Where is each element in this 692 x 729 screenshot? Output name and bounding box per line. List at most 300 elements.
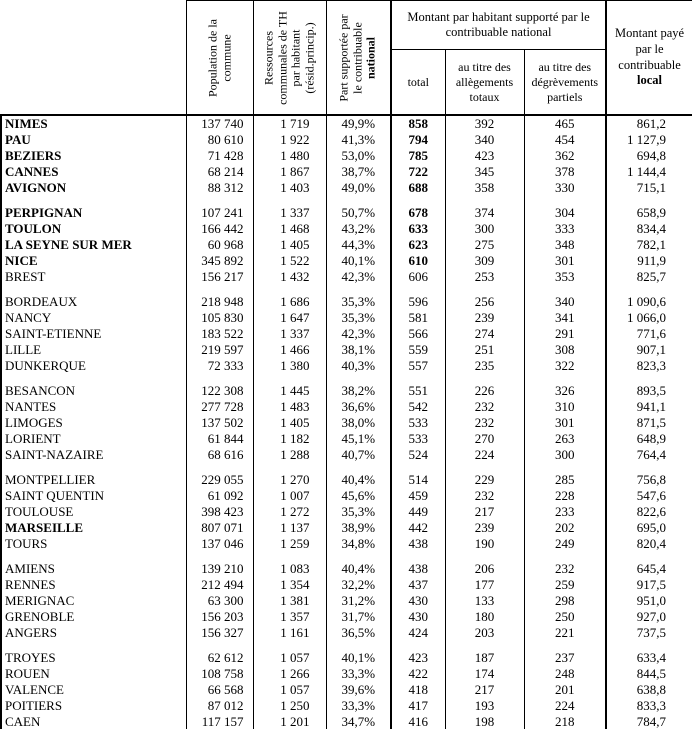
city-cell: BORDEAUX [1,294,186,310]
total-subcolumn-header: total [391,50,445,116]
total-cell: 442 [391,520,445,536]
total-cell: 438 [391,561,445,577]
spacer-cell [445,285,524,294]
part-cell: 43,2% [326,221,391,237]
spacer-cell [253,463,326,472]
table-row [1,180,692,196]
degrevements-cell: 285 [524,472,606,488]
allegements-cell: 232 [445,399,524,415]
city-cell: BREST [1,269,186,285]
part-cell: 40,1% [326,253,391,269]
local-cell: 822,6 [606,504,692,520]
degrevements-cell: 298 [524,593,606,609]
part-cell: 45,1% [326,431,391,447]
table-row [1,310,692,326]
resources-cell: 1 337 [253,205,326,221]
city-cell: MARSEILLE [1,520,186,536]
header-row-top [1,1,692,50]
spacer-cell [1,641,186,650]
spacer-cell [1,285,186,294]
part-cell: 44,3% [326,237,391,253]
degrevements-cell: 221 [524,625,606,641]
local-amount-label-prefix: Montant payé par le contribuable [614,26,685,72]
resources-cell: 1 007 [253,488,326,504]
table-row [1,593,692,609]
total-cell: 559 [391,342,445,358]
part-cell: 31,7% [326,609,391,625]
total-cell: 551 [391,383,445,399]
spacer-cell [524,641,606,650]
allegements-subcolumn-header: au titre des allègements totaux [445,50,524,116]
spacer-cell [326,196,391,205]
allegements-cell: 274 [445,326,524,342]
spacer-cell [1,552,186,561]
population-cell: 68 616 [186,447,253,463]
table-row [1,342,692,358]
resources-cell: 1 480 [253,148,326,164]
part-cell: 36,6% [326,399,391,415]
total-cell: 794 [391,132,445,148]
part-cell: 49,9% [326,115,391,132]
resources-cell: 1 466 [253,342,326,358]
table-row [1,520,692,536]
population-cell: 108 758 [186,666,253,682]
spacer-cell [391,374,445,383]
spacer-cell [186,196,253,205]
spacer-cell [253,374,326,383]
city-cell: GRENOBLE [1,609,186,625]
group-spacer-row [1,552,692,561]
spacer-cell [253,641,326,650]
city-cell: NANCY [1,310,186,326]
allegements-cell: 232 [445,488,524,504]
allegements-cell: 174 [445,666,524,682]
table-row [1,415,692,431]
spacer-cell [253,552,326,561]
population-cell: 137 740 [186,115,253,132]
part-cell: 40,4% [326,472,391,488]
resources-cell: 1 380 [253,358,326,374]
degrevements-cell: 232 [524,561,606,577]
resources-column-header [253,1,326,116]
degrevements-cell: 348 [524,237,606,253]
table-row [1,472,692,488]
population-cell: 219 597 [186,342,253,358]
spacer-cell [186,552,253,561]
part-cell: 38,9% [326,520,391,536]
resources-cell: 1 468 [253,221,326,237]
allegements-cell: 232 [445,415,524,431]
local-cell: 658,9 [606,205,692,221]
allegements-cell: 133 [445,593,524,609]
resources-cell: 1 270 [253,472,326,488]
national-share-column-header-label [338,9,379,107]
local-cell: 782,1 [606,237,692,253]
resources-cell: 1 719 [253,115,326,132]
population-cell: 61 844 [186,431,253,447]
table-row [1,399,692,415]
population-cell: 139 210 [186,561,253,577]
resources-cell: 1 337 [253,326,326,342]
degrevements-cell: 301 [524,415,606,431]
degrevements-cell: 333 [524,221,606,237]
table-row [1,714,692,729]
resources-cell: 1 354 [253,577,326,593]
spacer-cell [524,285,606,294]
total-cell: 430 [391,609,445,625]
allegements-cell: 423 [445,148,524,164]
resources-cell: 1 647 [253,310,326,326]
part-cell: 35,3% [326,310,391,326]
national-share-label-prefix: Part supportée par le contribuable [336,13,365,102]
degrevements-cell: 353 [524,269,606,285]
population-cell: 68 214 [186,164,253,180]
part-cell: 38,0% [326,415,391,431]
city-cell: ANGERS [1,625,186,641]
city-cell: SAINT-ETIENNE [1,326,186,342]
allegements-cell: 206 [445,561,524,577]
local-cell: 927,0 [606,609,692,625]
allegements-cell: 253 [445,269,524,285]
degrevements-cell: 341 [524,310,606,326]
table-row [1,488,692,504]
local-cell: 825,7 [606,269,692,285]
degrevements-cell: 340 [524,294,606,310]
local-cell: 645,4 [606,561,692,577]
total-cell: 581 [391,310,445,326]
local-cell: 1 090,6 [606,294,692,310]
allegements-cell: 226 [445,383,524,399]
total-cell: 416 [391,714,445,729]
population-cell: 166 442 [186,221,253,237]
local-cell: 844,5 [606,666,692,682]
city-cell: BESANCON [1,383,186,399]
total-cell: 858 [391,115,445,132]
city-cell: TOULON [1,221,186,237]
degrevements-cell: 326 [524,383,606,399]
allegements-cell: 374 [445,205,524,221]
total-cell: 449 [391,504,445,520]
city-cell: PERPIGNAN [1,205,186,221]
table-row [1,148,692,164]
city-cell: BEZIERS [1,148,186,164]
resources-cell: 1 057 [253,650,326,666]
city-cell: NANTES [1,399,186,415]
part-cell: 34,7% [326,714,391,729]
degrevements-cell: 304 [524,205,606,221]
table-row [1,536,692,552]
local-cell: 861,2 [606,115,692,132]
part-cell: 40,3% [326,358,391,374]
spacer-cell [606,285,692,294]
spacer-cell [606,641,692,650]
part-cell: 45,6% [326,488,391,504]
total-cell: 542 [391,399,445,415]
city-cell: ROUEN [1,666,186,682]
spacer-cell [253,285,326,294]
local-cell: 907,1 [606,342,692,358]
total-cell: 422 [391,666,445,682]
part-cell: 49,0% [326,180,391,196]
part-cell: 34,8% [326,536,391,552]
spacer-cell [1,374,186,383]
total-cell: 596 [391,294,445,310]
allegements-cell: 345 [445,164,524,180]
degrevements-cell: 465 [524,115,606,132]
total-cell: 606 [391,269,445,285]
local-cell: 638,8 [606,682,692,698]
degrevements-cell: 291 [524,326,606,342]
part-cell: 31,2% [326,593,391,609]
degrevements-cell: 248 [524,666,606,682]
population-cell: 105 830 [186,310,253,326]
allegements-cell: 217 [445,682,524,698]
city-cell: MONTPELLIER [1,472,186,488]
resources-cell: 1 405 [253,415,326,431]
part-cell: 32,2% [326,577,391,593]
city-cell: CANNES [1,164,186,180]
local-cell: 833,3 [606,698,692,714]
population-cell: 60 968 [186,237,253,253]
resources-column-header-label: Ressources communales de TH par habitant (résid.princip.) [261,10,317,105]
total-cell: 514 [391,472,445,488]
spacer-cell [391,463,445,472]
part-cell: 50,7% [326,205,391,221]
population-cell: 156 203 [186,609,253,625]
spacer-cell [524,463,606,472]
table-row [1,682,692,698]
degrevements-cell: 330 [524,180,606,196]
population-cell: 398 423 [186,504,253,520]
degrevements-cell: 263 [524,431,606,447]
allegements-cell: 340 [445,132,524,148]
national-amount-group-header: Montant par habitant supporté par le contribuable national [391,1,606,50]
city-cell: NIMES [1,115,186,132]
group-spacer-row [1,463,692,472]
part-cell: 40,4% [326,561,391,577]
population-cell: 66 568 [186,682,253,698]
spacer-cell [1,463,186,472]
spacer-cell [391,196,445,205]
population-cell: 63 300 [186,593,253,609]
table-row [1,577,692,593]
allegements-cell: 275 [445,237,524,253]
part-cell: 38,2% [326,383,391,399]
resources-cell: 1 272 [253,504,326,520]
total-cell: 623 [391,237,445,253]
allegements-cell: 235 [445,358,524,374]
total-cell: 633 [391,221,445,237]
population-cell: 229 055 [186,472,253,488]
city-cell: AVIGNON [1,180,186,196]
part-cell: 38,7% [326,164,391,180]
local-cell: 871,5 [606,415,692,431]
degrevements-cell: 310 [524,399,606,415]
total-cell: 437 [391,577,445,593]
local-cell: 771,6 [606,326,692,342]
allegements-cell: 251 [445,342,524,358]
spacer-cell [445,374,524,383]
allegements-cell: 217 [445,504,524,520]
population-column-header-label: Population de la commune [204,18,233,97]
resources-cell: 1 867 [253,164,326,180]
part-cell: 33,3% [326,666,391,682]
degrevements-cell: 454 [524,132,606,148]
total-cell: 423 [391,650,445,666]
city-cell: PAU [1,132,186,148]
city-cell: TOURS [1,536,186,552]
allegements-cell: 190 [445,536,524,552]
local-cell: 1 066,0 [606,310,692,326]
local-cell: 694,8 [606,148,692,164]
local-cell: 1 127,9 [606,132,692,148]
spacer-cell [326,374,391,383]
spacer-cell [326,285,391,294]
local-cell: 648,9 [606,431,692,447]
table-row [1,561,692,577]
resources-cell: 1 182 [253,431,326,447]
table-row [1,650,692,666]
part-cell: 33,3% [326,698,391,714]
group-spacer-row [1,641,692,650]
table-row [1,269,692,285]
table-row [1,132,692,148]
allegements-cell: 239 [445,520,524,536]
degrevements-cell: 300 [524,447,606,463]
city-cell: SAINT-NAZAIRE [1,447,186,463]
allegements-cell: 180 [445,609,524,625]
group-spacer-row [1,285,692,294]
allegements-cell: 193 [445,698,524,714]
spacer-cell [186,463,253,472]
degrevements-cell: 259 [524,577,606,593]
city-cell: NICE [1,253,186,269]
part-cell: 38,1% [326,342,391,358]
total-cell: 524 [391,447,445,463]
spacer-cell [445,463,524,472]
allegements-cell: 177 [445,577,524,593]
city-cell: POITIERS [1,698,186,714]
degrevements-cell: 224 [524,698,606,714]
spacer-cell [186,641,253,650]
resources-cell: 1 381 [253,593,326,609]
spacer-cell [445,641,524,650]
part-cell: 39,6% [326,682,391,698]
degrevements-subcolumn-header: au titre des dégrèvements partiels [524,50,606,116]
spacer-cell [391,285,445,294]
population-cell: 88 312 [186,180,253,196]
spacer-cell [326,641,391,650]
resources-cell: 1 686 [253,294,326,310]
total-cell: 566 [391,326,445,342]
total-cell: 430 [391,593,445,609]
table-row [1,698,692,714]
spacer-cell [445,196,524,205]
total-cell: 417 [391,698,445,714]
spacer-cell [186,374,253,383]
allegements-cell: 224 [445,447,524,463]
city-cell: MERIGNAC [1,593,186,609]
table-row [1,164,692,180]
local-cell: 893,5 [606,383,692,399]
resources-cell: 1 357 [253,609,326,625]
resources-cell: 1 522 [253,253,326,269]
city-cell: LILLE [1,342,186,358]
spacer-cell [391,552,445,561]
city-cell: RENNES [1,577,186,593]
part-cell: 40,7% [326,447,391,463]
population-cell: 137 502 [186,415,253,431]
resources-cell: 1 288 [253,447,326,463]
degrevements-cell: 228 [524,488,606,504]
spacer-cell [524,552,606,561]
city-cell: TOULOUSE [1,504,186,520]
local-cell: 1 144,4 [606,164,692,180]
population-cell: 277 728 [186,399,253,415]
local-cell: 695,0 [606,520,692,536]
population-cell: 62 612 [186,650,253,666]
total-cell: 533 [391,431,445,447]
total-cell: 785 [391,148,445,164]
population-cell: 87 012 [186,698,253,714]
city-cell: TROYES [1,650,186,666]
allegements-cell: 198 [445,714,524,729]
degrevements-cell: 233 [524,504,606,520]
allegements-cell: 392 [445,115,524,132]
allegements-cell: 239 [445,310,524,326]
table-row [1,431,692,447]
population-cell: 345 892 [186,253,253,269]
table-row [1,447,692,463]
allegements-cell: 358 [445,180,524,196]
city-column-header-blank [1,1,186,116]
city-cell: AMIENS [1,561,186,577]
part-cell: 36,5% [326,625,391,641]
resources-cell: 1 057 [253,682,326,698]
spacer-cell [391,641,445,650]
part-cell: 53,0% [326,148,391,164]
local-cell: 547,6 [606,488,692,504]
degrevements-cell: 249 [524,536,606,552]
city-cell: CAEN [1,714,186,729]
table-row [1,383,692,399]
total-cell: 438 [391,536,445,552]
local-cell: 764,4 [606,447,692,463]
local-cell: 715,1 [606,180,692,196]
resources-cell: 1 445 [253,383,326,399]
degrevements-cell: 218 [524,714,606,729]
part-cell: 42,3% [326,326,391,342]
population-column-header [186,1,253,116]
resources-cell: 1 922 [253,132,326,148]
total-cell: 678 [391,205,445,221]
spacer-cell [606,196,692,205]
allegements-cell: 300 [445,221,524,237]
population-cell: 156 217 [186,269,253,285]
local-cell: 784,7 [606,714,692,729]
population-cell: 212 494 [186,577,253,593]
local-cell: 633,4 [606,650,692,666]
resources-cell: 1 403 [253,180,326,196]
part-cell: 35,3% [326,294,391,310]
population-cell: 117 157 [186,714,253,729]
total-cell: 424 [391,625,445,641]
total-cell: 533 [391,415,445,431]
table-row [1,205,692,221]
population-cell: 137 046 [186,536,253,552]
table-row [1,326,692,342]
local-cell: 917,5 [606,577,692,593]
